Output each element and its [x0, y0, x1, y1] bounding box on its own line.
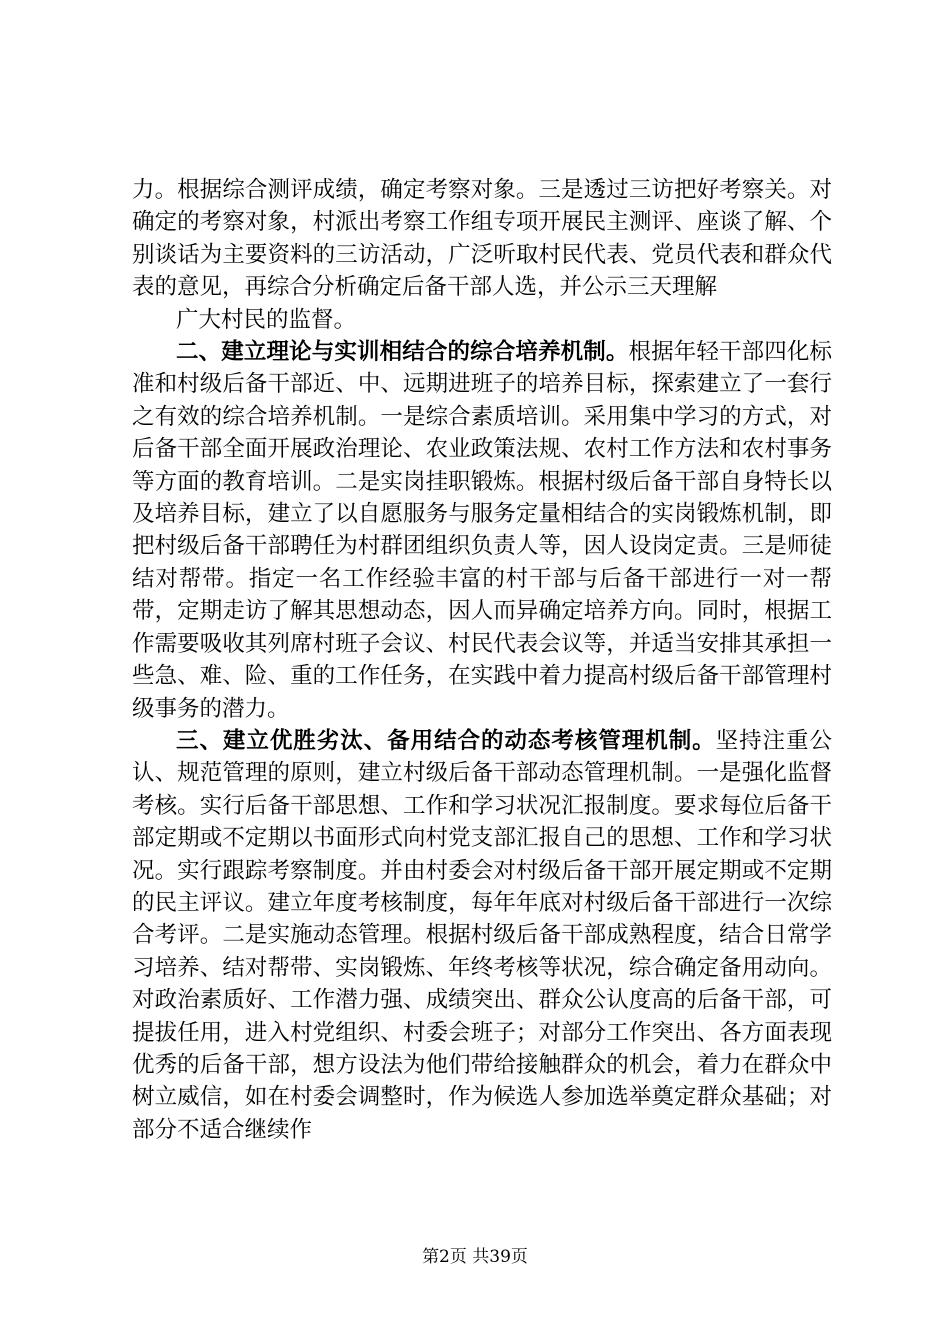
- section-heading: 二、建立理论与实训相结合的综合培养机制。: [176, 339, 629, 366]
- page-number-footer: 第2页 共39页: [422, 1247, 528, 1267]
- paragraph-text: 坚持注重公认、规范管理的原则，建立村级后备干部动态管理机制。一是强化监督考核。实行后备干部思想、工作和学习状况汇报制度。要求每位后备干部定期或不定期以书面形式向村党支部汇报自己的思想、工作和学习状况。实行跟踪考察制度。并由村委会对村级后备干部开展定期或不定期的民主评议。建立年度考核制度，每年年底对村级后备干部进行一次综合考评。二是实施动态管理。根据村级后备干部成熟程度，结合日常学习培养、结对帮带、实岗锻炼、年终考核等状况，综合确定备用动向。对政治素质好、工作潜力强、成绩突出、群众公认度高的后备干部，可提拔任用，进入村党组织、村委会班子；对部分工作突出、各方面表现优秀的后备干部，想方设法为他们带给接触群众的机会，着力在群众中树立威信，如在村委会调整时，作为候选人参加选举奠定群众基础；对部分不适合继续作: [132, 727, 832, 1143]
- paragraph-continuation: [132, 174, 832, 304]
- document-body: [132, 174, 832, 1146]
- paragraph-text: 力。根据综合测评成绩，确定考察对象。三是透过三访把好考察关。对确定的考察对象，村派出考察工作组专项开展民主测评、座谈了解、个别谈话为主要资料的三访活动，广泛听取村民代表、党员代表和群众代表的意见，再综合分析确定后备干部人选，并公示三天理解: [132, 177, 832, 301]
- section-two-paragraph: [132, 336, 832, 725]
- paragraph-continuation-tail: [132, 304, 832, 336]
- paragraph-text: 广大村民的监督。: [176, 306, 357, 333]
- section-three-paragraph: [132, 725, 832, 1146]
- section-heading: 三、建立优胜劣汰、备用结合的动态考核管理机制。: [176, 727, 716, 754]
- paragraph-text: 根据年轻干部四化标准和村级后备干部近、中、远期进班子的培养目标，探索建立了一套行之有效的综合培养机制。一是综合素质培训。采用集中学习的方式，对后备干部全面开展政治理论、农业政策法规、农村工作方法和农村事务等方面的教育培训。二是实岗挂职锻炼。根据村级后备干部自身特长以及培养目标，建立了以自愿服务与服务定量相结合的实岗锻炼机制，即把村级后备干部聘任为村群团组织负责人等，因人设岗定责。三是师徒结对帮带。指定一名工作经验丰富的村干部与后备干部进行一对一帮带，定期走访了解其思想动态，因人而异确定培养方向。同时，根据工作需要吸收其列席村班子会议、村民代表会议等，并适当安排其承担一些急、难、险、重的工作任务，在实践中着力提高村级后备干部管理村级事务的潜力。: [132, 339, 832, 722]
